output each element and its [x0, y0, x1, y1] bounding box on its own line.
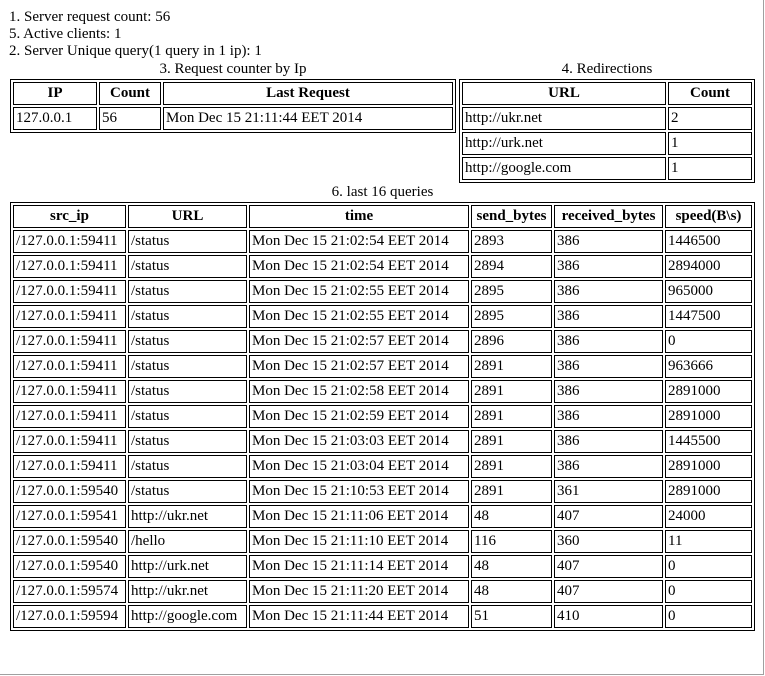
cell-time: Mon Dec 15 21:03:04 EET 2014 [249, 455, 469, 478]
cell-src-ip: /127.0.0.1:59540 [13, 530, 126, 553]
cell-send-bytes: 2896 [471, 330, 552, 353]
cell-received-bytes: 386 [554, 255, 663, 278]
cell-url: /status [128, 230, 247, 253]
cell-send-bytes: 2893 [471, 230, 552, 253]
cell-send-bytes: 2891 [471, 380, 552, 403]
column-header-count: Count [99, 82, 161, 105]
table-row [13, 355, 752, 378]
table-row [462, 107, 752, 130]
column-header-ip: IP [13, 82, 97, 105]
cell-time: Mon Dec 15 21:11:20 EET 2014 [249, 580, 469, 603]
cell-src-ip: /127.0.0.1:59411 [13, 280, 126, 303]
queries-caption: 6. last 16 queries [331, 184, 434, 200]
column-header-src-ip: src_ip [13, 205, 126, 228]
cell-speed: 1445500 [665, 430, 752, 453]
cell-src-ip: /127.0.0.1:59574 [13, 580, 126, 603]
column-header-url: URL [128, 205, 247, 228]
cell-received-bytes: 407 [554, 505, 663, 528]
column-header-url: URL [462, 82, 666, 105]
table-row [13, 555, 752, 578]
cell-count: 1 [668, 132, 752, 155]
cell-send-bytes: 2895 [471, 280, 552, 303]
cell-url: http://ukr.net [462, 107, 666, 130]
cell-received-bytes: 407 [554, 580, 663, 603]
cell-src-ip: /127.0.0.1:59411 [13, 255, 126, 278]
cell-src-ip: /127.0.0.1:59411 [13, 430, 126, 453]
cell-speed: 0 [665, 555, 752, 578]
table-row [13, 480, 752, 503]
cell-url: /hello [128, 530, 247, 553]
cell-count: 56 [99, 107, 161, 130]
cell-url: http://urk.net [462, 132, 666, 155]
cell-url: /status [128, 355, 247, 378]
request-counter-caption: 3. Request counter by Ip [159, 61, 307, 77]
cell-url: /status [128, 255, 247, 278]
table-row [13, 605, 752, 628]
queries-table [10, 202, 755, 631]
cell-src-ip: /127.0.0.1:59411 [13, 330, 126, 353]
cell-src-ip: /127.0.0.1:59411 [13, 455, 126, 478]
cell-send-bytes: 48 [471, 505, 552, 528]
cell-src-ip: /127.0.0.1:59594 [13, 605, 126, 628]
column-header-send-bytes: send_bytes [471, 205, 552, 228]
cell-url: /status [128, 305, 247, 328]
column-header-speed: speed(B\s) [665, 205, 752, 228]
stat-unique-query: 2. Server Unique query(1 query in 1 ip): 1 [9, 43, 262, 59]
table-row [13, 380, 752, 403]
table-header-row [462, 82, 752, 105]
cell-received-bytes: 360 [554, 530, 663, 553]
column-header-last-request: Last Request [163, 82, 453, 105]
request-counter-table [10, 79, 456, 133]
cell-url: /status [128, 330, 247, 353]
table-row [13, 405, 752, 428]
cell-time: Mon Dec 15 21:02:55 EET 2014 [249, 280, 469, 303]
cell-received-bytes: 386 [554, 355, 663, 378]
table-row [13, 330, 752, 353]
cell-ip: 127.0.0.1 [13, 107, 97, 130]
table-row [13, 430, 752, 453]
stat-request-count: 1. Server request count: 56 [9, 9, 171, 25]
cell-send-bytes: 51 [471, 605, 552, 628]
cell-time: Mon Dec 15 21:11:14 EET 2014 [249, 555, 469, 578]
table-row [13, 255, 752, 278]
cell-time: Mon Dec 15 21:02:59 EET 2014 [249, 405, 469, 428]
cell-url: /status [128, 455, 247, 478]
cell-src-ip: /127.0.0.1:59540 [13, 555, 126, 578]
cell-speed: 11 [665, 530, 752, 553]
cell-count: 1 [668, 157, 752, 180]
cell-send-bytes: 2891 [471, 480, 552, 503]
cell-url: /status [128, 405, 247, 428]
table-header-row [13, 82, 453, 105]
cell-url: /status [128, 480, 247, 503]
table-row [13, 107, 453, 130]
cell-src-ip: /127.0.0.1:59540 [13, 480, 126, 503]
cell-received-bytes: 386 [554, 280, 663, 303]
table-row [13, 530, 752, 553]
cell-url: http://ukr.net [128, 580, 247, 603]
redirections-caption: 4. Redirections [561, 61, 653, 77]
table-row [462, 157, 752, 180]
table-row [13, 280, 752, 303]
cell-src-ip: /127.0.0.1:59411 [13, 380, 126, 403]
cell-speed: 24000 [665, 505, 752, 528]
cell-send-bytes: 48 [471, 555, 552, 578]
cell-speed: 963666 [665, 355, 752, 378]
stat-active-clients: 5. Active clients: 1 [9, 26, 122, 42]
cell-url: /status [128, 380, 247, 403]
cell-speed: 0 [665, 580, 752, 603]
cell-speed: 1447500 [665, 305, 752, 328]
cell-count: 2 [668, 107, 752, 130]
cell-send-bytes: 2895 [471, 305, 552, 328]
cell-time: Mon Dec 15 21:11:44 EET 2014 [249, 605, 469, 628]
cell-speed: 2891000 [665, 455, 752, 478]
cell-speed: 2891000 [665, 380, 752, 403]
cell-send-bytes: 116 [471, 530, 552, 553]
redirections-table [459, 79, 755, 183]
cell-src-ip: /127.0.0.1:59411 [13, 230, 126, 253]
column-header-time: time [249, 205, 469, 228]
table-row [13, 455, 752, 478]
cell-send-bytes: 48 [471, 580, 552, 603]
cell-time: Mon Dec 15 21:10:53 EET 2014 [249, 480, 469, 503]
cell-speed: 2894000 [665, 255, 752, 278]
cell-src-ip: /127.0.0.1:59541 [13, 505, 126, 528]
cell-received-bytes: 386 [554, 380, 663, 403]
cell-speed: 0 [665, 605, 752, 628]
cell-url: /status [128, 280, 247, 303]
column-header-count: Count [668, 82, 752, 105]
cell-url: http://google.com [128, 605, 247, 628]
cell-received-bytes: 386 [554, 305, 663, 328]
cell-received-bytes: 361 [554, 480, 663, 503]
cell-speed: 2891000 [665, 480, 752, 503]
cell-time: Mon Dec 15 21:02:54 EET 2014 [249, 230, 469, 253]
cell-url: http://google.com [462, 157, 666, 180]
cell-time: Mon Dec 15 21:02:57 EET 2014 [249, 355, 469, 378]
cell-received-bytes: 410 [554, 605, 663, 628]
cell-received-bytes: 386 [554, 430, 663, 453]
cell-send-bytes: 2891 [471, 405, 552, 428]
cell-time: Mon Dec 15 21:02:57 EET 2014 [249, 330, 469, 353]
table-row [13, 580, 752, 603]
cell-send-bytes: 2894 [471, 255, 552, 278]
cell-speed: 965000 [665, 280, 752, 303]
table-row [462, 132, 752, 155]
cell-url: http://urk.net [128, 555, 247, 578]
cell-send-bytes: 2891 [471, 430, 552, 453]
cell-url: /status [128, 430, 247, 453]
cell-time: Mon Dec 15 21:11:10 EET 2014 [249, 530, 469, 553]
cell-send-bytes: 2891 [471, 355, 552, 378]
table-row [13, 505, 752, 528]
cell-time: Mon Dec 15 21:11:06 EET 2014 [249, 505, 469, 528]
cell-src-ip: /127.0.0.1:59411 [13, 355, 126, 378]
cell-src-ip: /127.0.0.1:59411 [13, 405, 126, 428]
cell-time: Mon Dec 15 21:02:55 EET 2014 [249, 305, 469, 328]
cell-send-bytes: 2891 [471, 455, 552, 478]
cell-speed: 2891000 [665, 405, 752, 428]
cell-time: Mon Dec 15 21:03:03 EET 2014 [249, 430, 469, 453]
table-header-row [13, 205, 752, 228]
cell-url: http://ukr.net [128, 505, 247, 528]
cell-time: Mon Dec 15 21:02:58 EET 2014 [249, 380, 469, 403]
cell-received-bytes: 407 [554, 555, 663, 578]
cell-last-request: Mon Dec 15 21:11:44 EET 2014 [163, 107, 453, 130]
cell-received-bytes: 386 [554, 455, 663, 478]
cell-src-ip: /127.0.0.1:59411 [13, 305, 126, 328]
table-row [13, 230, 752, 253]
cell-speed: 0 [665, 330, 752, 353]
cell-received-bytes: 386 [554, 330, 663, 353]
table-row [13, 305, 752, 328]
cell-time: Mon Dec 15 21:02:54 EET 2014 [249, 255, 469, 278]
column-header-received-bytes: received_bytes [554, 205, 663, 228]
cell-speed: 1446500 [665, 230, 752, 253]
cell-received-bytes: 386 [554, 405, 663, 428]
cell-received-bytes: 386 [554, 230, 663, 253]
